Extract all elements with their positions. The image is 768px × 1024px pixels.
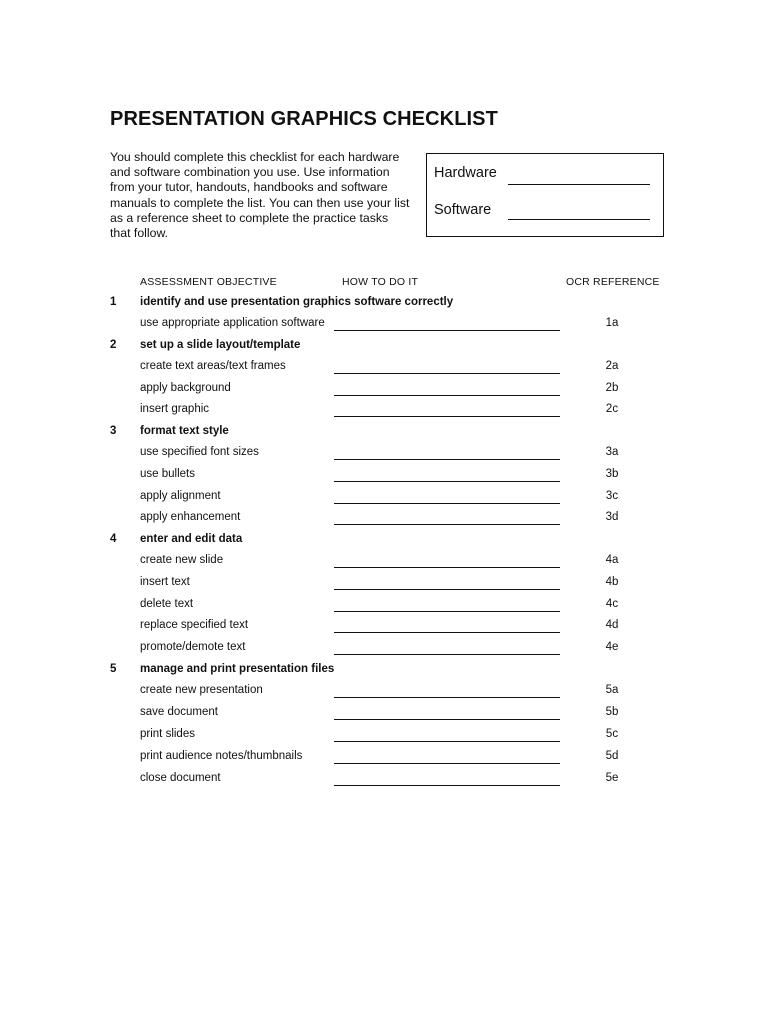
software-field[interactable] [508,219,650,220]
objective-item: insert graphic [140,403,210,415]
ocr-reference: 5d [605,750,619,762]
ocr-reference: 3b [605,468,619,480]
ocr-reference: 4b [605,576,619,588]
section-title: manage and print presentation files [140,663,335,675]
ocr-reference: 3c [605,490,619,502]
how-to-do-it-field[interactable] [334,416,560,417]
hardware-field[interactable] [508,184,650,185]
how-to-do-it-field[interactable] [334,785,560,786]
ocr-reference: 5c [605,728,619,740]
objective-item: delete text [140,598,194,610]
section-number: 5 [110,663,117,675]
hardware-label: Hardware [434,165,497,181]
header-objective: ASSESSMENT OBJECTIVE [140,276,277,288]
objective-item: create new presentation [140,684,263,696]
section-title: set up a slide layout/template [140,339,301,351]
objective-item: use bullets [140,468,195,480]
how-to-do-it-field[interactable] [334,741,560,742]
ocr-reference: 4c [605,598,619,610]
intro-paragraph: You should complete this checklist for each hardware and software combination you use. Use information from your tutor, handouts, handbooks and software manuals to complete the list. You can then use your list as a reference sheet to complete the practice tasks that follow. [110,150,410,241]
how-to-do-it-field[interactable] [334,330,560,331]
objective-item: insert text [140,576,190,588]
ocr-reference: 4a [605,554,619,566]
how-to-do-it-field[interactable] [334,373,560,374]
section-number: 3 [110,425,117,437]
how-to-do-it-field[interactable] [334,567,560,568]
how-to-do-it-field[interactable] [334,503,560,504]
objective-item: print slides [140,728,195,740]
objective-item: promote/demote text [140,641,246,653]
ocr-reference: 5b [605,706,619,718]
objective-item: apply alignment [140,490,221,502]
software-label: Software [434,202,492,218]
objective-item: use specified font sizes [140,446,259,458]
page-title: PRESENTATION GRAPHICS CHECKLIST [110,108,498,130]
section-number: 4 [110,533,117,545]
how-to-do-it-field[interactable] [334,763,560,764]
objective-item: apply background [140,382,231,394]
section-title: identify and use presentation graphics software correctly [140,296,454,308]
how-to-do-it-field[interactable] [334,632,560,633]
how-to-do-it-field[interactable] [334,589,560,590]
objective-item: apply enhancement [140,511,241,523]
how-to-do-it-field[interactable] [334,697,560,698]
objective-item: close document [140,772,221,784]
ocr-reference: 5e [605,772,619,784]
ocr-reference: 4e [605,641,619,653]
header-how: HOW TO DO IT [342,276,419,288]
section-title: enter and edit data [140,533,243,545]
objective-item: replace specified text [140,619,249,631]
ocr-reference: 2a [605,360,619,372]
objective-item: create new slide [140,554,224,566]
section-title: format text style [140,425,229,437]
objective-item: print audience notes/thumbnails [140,750,303,762]
ocr-reference: 1a [605,317,619,329]
ocr-reference: 4d [605,619,619,631]
how-to-do-it-field[interactable] [334,481,560,482]
hardware-software-box [426,153,664,237]
how-to-do-it-field[interactable] [334,719,560,720]
ocr-reference: 3d [605,511,619,523]
objective-item: use appropriate application software [140,317,325,329]
ocr-reference: 3a [605,446,619,458]
ocr-reference: 2b [605,382,619,394]
ocr-reference: 2c [605,403,619,415]
how-to-do-it-field[interactable] [334,611,560,612]
how-to-do-it-field[interactable] [334,654,560,655]
how-to-do-it-field[interactable] [334,524,560,525]
header-ref: OCR REFERENCE [566,276,660,288]
section-number: 1 [110,296,117,308]
ocr-reference: 5a [605,684,619,696]
objective-item: create text areas/text frames [140,360,286,372]
how-to-do-it-field[interactable] [334,395,560,396]
objective-item: save document [140,706,218,718]
how-to-do-it-field[interactable] [334,459,560,460]
section-number: 2 [110,339,117,351]
